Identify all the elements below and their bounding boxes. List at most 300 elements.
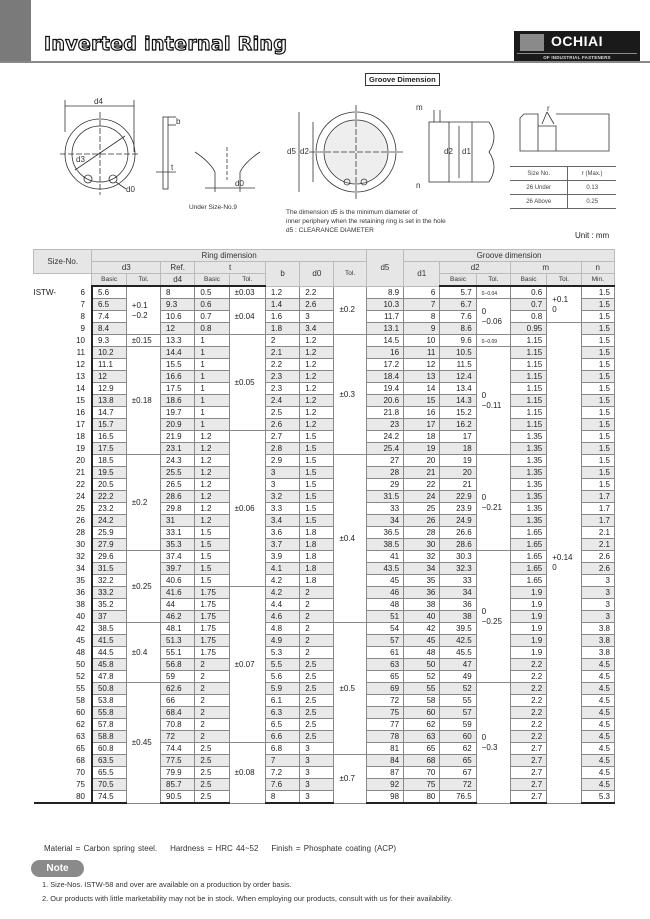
n-min: 4.5: [581, 671, 614, 683]
n-min: 3: [581, 611, 614, 623]
n-min: 3: [581, 599, 614, 611]
t-basic: 1.75: [195, 587, 229, 599]
b-value: 4.4: [265, 599, 299, 611]
d1-value: 21: [404, 467, 440, 479]
t-basic: 1.5: [195, 551, 229, 563]
t-tolerance: [229, 587, 265, 743]
t-basic: 2.5: [195, 743, 229, 755]
d4-ref: 26.5: [161, 479, 195, 491]
d2-basic: 28.6: [440, 539, 476, 551]
d4-ref: 40.6: [161, 575, 195, 587]
d2-basic: 6.7: [440, 299, 476, 311]
d5-value: 29: [366, 479, 403, 491]
size-no: 13: [76, 372, 85, 381]
b-value: 2.7: [265, 431, 299, 443]
d4-ref: 12: [161, 323, 195, 335]
b-value: 4.1: [265, 563, 299, 575]
d3-basic: 23.2: [92, 503, 126, 515]
t-tolerance: [229, 286, 265, 299]
d2-basic: 17: [440, 431, 476, 443]
d0-value: 3: [300, 755, 334, 767]
m-basic: 1.65: [510, 527, 546, 539]
m-basic: 2.2: [510, 683, 546, 695]
groove-dimension-label: Groove Dimension: [365, 73, 440, 86]
d5-value: 11.7: [366, 311, 403, 323]
d4-ref: 28.6: [161, 491, 195, 503]
d0-value: 2.5: [300, 707, 334, 719]
d2-basic: 39.5: [440, 623, 476, 635]
d1-value: 68: [404, 755, 440, 767]
t-basic: 0.7: [195, 311, 229, 323]
material-spec: Material = Carbon spring steel.: [44, 844, 158, 853]
col-size-blank: [34, 274, 92, 287]
d4-ref: 56.8: [161, 659, 195, 671]
tolerance-value: 0: [481, 290, 485, 297]
d2-basic: 34: [440, 587, 476, 599]
n-min: 1.7: [581, 503, 614, 515]
size-no: 40: [76, 612, 85, 621]
d0-value: 1.5: [300, 431, 334, 443]
d3-basic: 6.5: [92, 299, 126, 311]
d2-basic: 8.6: [440, 323, 476, 335]
d0-value: 1.5: [300, 455, 334, 467]
d0-value: 1.2: [300, 347, 334, 359]
b-value: 4.8: [265, 623, 299, 635]
d1-value: 14: [404, 383, 440, 395]
m-basic: 1.15: [510, 407, 546, 419]
size-prefix: [34, 611, 64, 623]
d4-ref: 74.4: [161, 743, 195, 755]
size-no: 55: [76, 684, 85, 693]
size-prefix: [34, 311, 64, 323]
m-tolerance: [547, 286, 581, 323]
m-basic: 1.35: [510, 479, 546, 491]
m-basic: 2.7: [510, 755, 546, 767]
d5-value: 69: [366, 683, 403, 695]
d3-basic: 38.5: [92, 623, 126, 635]
m-basic: 1.65: [510, 551, 546, 563]
d5-value: 57: [366, 635, 403, 647]
d3-tolerance: [126, 286, 160, 335]
size-prefix: [34, 575, 64, 587]
d2-basic: 9.6: [440, 335, 476, 347]
col-group-groove: Groove dimension: [404, 250, 615, 262]
t-basic: 2: [195, 659, 229, 671]
label-b: b: [176, 117, 181, 126]
tolerance-value: 0: [552, 562, 557, 572]
b-value: 2.3: [265, 371, 299, 383]
d2-basic: 76.5: [440, 791, 476, 804]
label-d5: d5: [287, 147, 296, 156]
d2-basic: 62: [440, 743, 476, 755]
d2-basic: 21: [440, 479, 476, 491]
n-min: 1.5: [581, 419, 614, 431]
b-value: 4.2: [265, 587, 299, 599]
size-no: 60: [76, 708, 85, 717]
d5-value: 43.5: [366, 563, 403, 575]
d0-value: 3: [300, 791, 334, 804]
d5-value: 33: [366, 503, 403, 515]
b-value: 7.2: [265, 767, 299, 779]
size-prefix: [34, 707, 64, 719]
n-min: 1.5: [581, 335, 614, 347]
d5-value: 31.5: [366, 491, 403, 503]
n-min: 5.3: [581, 791, 614, 804]
page-title: Inverted internal Ring: [44, 33, 288, 55]
d5-value: 14.5: [366, 335, 403, 347]
table-row: [34, 407, 615, 419]
size-no: 36: [76, 588, 85, 597]
d0-value: 1.8: [300, 563, 334, 575]
tolerance-value: ±0.18: [131, 395, 152, 405]
m-basic: 1.9: [510, 587, 546, 599]
tolerance-value: ±0.45: [131, 737, 152, 747]
tolerance-value: ±0.05: [234, 377, 255, 387]
d5-value: 65: [366, 671, 403, 683]
size-prefix: [34, 599, 64, 611]
d3-basic: 17.5: [92, 443, 126, 455]
t-basic: 1.75: [195, 623, 229, 635]
table-row: [34, 491, 615, 503]
d3-basic: 33.2: [92, 587, 126, 599]
d5-value: 75: [366, 707, 403, 719]
d0-tolerance: [334, 623, 366, 755]
b-value: 3.7: [265, 539, 299, 551]
table-row: [34, 779, 615, 791]
col-m-basic: Basic: [510, 274, 546, 287]
col-d5: d5: [366, 250, 403, 287]
b-value: 1.2: [265, 286, 299, 299]
table-row: [34, 335, 615, 347]
tolerance-value: −0.2: [131, 310, 148, 320]
b-value: 3.3: [265, 503, 299, 515]
d3-basic: 41.5: [92, 635, 126, 647]
table-row: [34, 791, 615, 804]
d2-basic: 65: [440, 755, 476, 767]
d2-basic: 52: [440, 683, 476, 695]
table-row: [34, 539, 615, 551]
d4-ref: 23.1: [161, 443, 195, 455]
d2-basic: 5.7: [440, 286, 476, 299]
r-table-cell: 26 Above: [510, 195, 568, 209]
n-min: 4.5: [581, 695, 614, 707]
d5-value: 23: [366, 419, 403, 431]
t-basic: 2: [195, 683, 229, 695]
d1-value: 7: [404, 299, 440, 311]
col-d4: d4: [161, 274, 195, 287]
d2-basic: 13.4: [440, 383, 476, 395]
d2-basic: 38: [440, 611, 476, 623]
d3-basic: 63.5: [92, 755, 126, 767]
tolerance-value: ±0.4: [339, 533, 355, 543]
size-no: 35: [76, 576, 85, 585]
d2-tolerance: [476, 286, 510, 299]
tolerance-value: −0.09: [484, 338, 498, 345]
n-min: 4.5: [581, 659, 614, 671]
d4-ref: 46.2: [161, 611, 195, 623]
t-basic: 2: [195, 671, 229, 683]
d3-basic: 25.9: [92, 527, 126, 539]
d0-value: 1.2: [300, 359, 334, 371]
size-no: 68: [76, 756, 85, 765]
table-row: [34, 755, 615, 767]
b-value: 7: [265, 755, 299, 767]
tolerance-value: ±0.7: [339, 773, 355, 783]
size-no: 52: [76, 672, 85, 681]
size-no: 25: [76, 504, 85, 513]
t-basic: 1.75: [195, 635, 229, 647]
n-min: 1.5: [581, 431, 614, 443]
m-basic: 2.2: [510, 671, 546, 683]
b-value: 6.8: [265, 743, 299, 755]
d3-tolerance: [126, 623, 160, 683]
d0-value: 3: [300, 743, 334, 755]
d4-ref: 14.4: [161, 347, 195, 359]
size-prefix: [34, 383, 64, 395]
n-min: 3: [581, 575, 614, 587]
d0-value: 3: [300, 779, 334, 791]
d0-value: 2.5: [300, 731, 334, 743]
d3-tolerance: [126, 347, 160, 455]
col-t-basic: Basic: [195, 274, 229, 287]
d5-value: 92: [366, 779, 403, 791]
size-prefix: [34, 299, 64, 311]
table-row: [34, 311, 615, 323]
d0-value: 2.5: [300, 671, 334, 683]
d1-value: 58: [404, 695, 440, 707]
tolerance-value: −0.25: [481, 616, 502, 626]
d1-value: 15: [404, 395, 440, 407]
d2-basic: 7.6: [440, 311, 476, 323]
d2-basic: 23.9: [440, 503, 476, 515]
r-table-cell: 0.25: [568, 195, 616, 209]
t-tolerance: [229, 431, 265, 587]
d0-value: 1.8: [300, 539, 334, 551]
n-min: 1.5: [581, 359, 614, 371]
d3-basic: 31.5: [92, 563, 126, 575]
d0-value: 2.5: [300, 659, 334, 671]
d2-basic: 33: [440, 575, 476, 587]
col-group-ring: Ring dimension: [92, 250, 366, 262]
size-prefix: [34, 431, 64, 443]
b-value: 4.9: [265, 635, 299, 647]
size-prefix: [34, 635, 64, 647]
d3-basic: 13.8: [92, 395, 126, 407]
size-no: 63: [76, 732, 85, 741]
size-prefix: [34, 527, 64, 539]
d1-value: 20: [404, 455, 440, 467]
d3-basic: 10.2: [92, 347, 126, 359]
label-d0-detail: d0: [235, 179, 244, 188]
d2-basic: 59: [440, 719, 476, 731]
size-prefix: [34, 671, 64, 683]
d5-value: 81: [366, 743, 403, 755]
d3-basic: 53.8: [92, 695, 126, 707]
tolerance-value: ±0.06: [234, 503, 255, 513]
t-basic: 1: [195, 335, 229, 347]
t-basic: 1.2: [195, 479, 229, 491]
b-value: 1.4: [265, 299, 299, 311]
b-value: 2.8: [265, 443, 299, 455]
table-row: [34, 707, 615, 719]
d4-ref: 44: [161, 599, 195, 611]
table-row: [34, 731, 615, 743]
d4-ref: 15.5: [161, 359, 195, 371]
n-min: 1.7: [581, 491, 614, 503]
col-d0: d0: [300, 262, 334, 287]
table-row: [34, 479, 615, 491]
d1-value: 70: [404, 767, 440, 779]
m-basic: 2.7: [510, 791, 546, 804]
r-table-header: Size No.: [510, 167, 568, 181]
table-row: [34, 467, 615, 479]
company-logo: [514, 31, 640, 61]
t-basic: 0.8: [195, 323, 229, 335]
n-min: 1.5: [581, 371, 614, 383]
size-no: 17: [76, 420, 85, 429]
size-prefix: [34, 551, 64, 563]
d5-value: 13.1: [366, 323, 403, 335]
d0-value: 2.5: [300, 683, 334, 695]
d3-basic: 20.5: [92, 479, 126, 491]
d0-value: 2: [300, 587, 334, 599]
b-value: 2.4: [265, 395, 299, 407]
d1-value: 18: [404, 431, 440, 443]
logo-name: OCHIAI: [551, 33, 603, 49]
d3-basic: 7.4: [92, 311, 126, 323]
d1-value: 48: [404, 647, 440, 659]
d5-value: 78: [366, 731, 403, 743]
radius-table: [510, 166, 616, 209]
size-prefix: [34, 563, 64, 575]
d5-value: 87: [366, 767, 403, 779]
n-min: 3.8: [581, 623, 614, 635]
d2-basic: 18: [440, 443, 476, 455]
b-value: 8: [265, 791, 299, 804]
n-min: 4.5: [581, 683, 614, 695]
d3-tolerance: [126, 335, 160, 347]
t-basic: 2: [195, 695, 229, 707]
table-row: [34, 299, 615, 311]
size-prefix: [34, 323, 64, 335]
d2-tolerance: [476, 347, 510, 455]
m-basic: 0.6: [510, 286, 546, 299]
table-row: [34, 383, 615, 395]
d3-basic: 47.8: [92, 671, 126, 683]
size-prefix: [34, 731, 64, 743]
n-min: 1.5: [581, 347, 614, 359]
d0-value: 2: [300, 647, 334, 659]
d2-tolerance: [476, 335, 510, 347]
m-basic: 1.15: [510, 359, 546, 371]
d0-value: 1.5: [300, 515, 334, 527]
d5-value: 28: [366, 467, 403, 479]
d3-basic: 12: [92, 371, 126, 383]
d4-ref: 18.6: [161, 395, 195, 407]
m-basic: 1.9: [510, 635, 546, 647]
d0-value: 1.2: [300, 335, 334, 347]
t-basic: 1.2: [195, 455, 229, 467]
n-min: 2.1: [581, 527, 614, 539]
col-d1: d1: [404, 262, 440, 287]
b-value: 3.9: [265, 551, 299, 563]
d1-value: 38: [404, 599, 440, 611]
d3-basic: 9.3: [92, 335, 126, 347]
table-row: [34, 575, 615, 587]
b-value: 2.5: [265, 407, 299, 419]
d2-basic: 10.5: [440, 347, 476, 359]
size-no: 34: [76, 564, 85, 573]
d1-value: 13: [404, 371, 440, 383]
d0-value: 1.5: [300, 491, 334, 503]
n-min: 1.5: [581, 311, 614, 323]
d3-basic: 50.8: [92, 683, 126, 695]
spec-line: [44, 844, 396, 853]
size-prefix: [34, 755, 64, 767]
t-basic: 1.5: [195, 539, 229, 551]
n-min: 4.5: [581, 743, 614, 755]
d0-value: 1.2: [300, 371, 334, 383]
tolerance-value: −0.06: [481, 316, 502, 326]
d4-ref: 37.4: [161, 551, 195, 563]
m-basic: 1.15: [510, 383, 546, 395]
b-value: 2.1: [265, 347, 299, 359]
size-no: 6: [80, 287, 85, 297]
d2-basic: 20: [440, 467, 476, 479]
tolerance-value: 0: [481, 306, 487, 316]
m-basic: 1.9: [510, 599, 546, 611]
table-row: [34, 647, 615, 659]
table-row: [34, 359, 615, 371]
b-value: 2.6: [265, 419, 299, 431]
table-row: [34, 659, 615, 671]
t-basic: 0.6: [195, 299, 229, 311]
d5-value: 36.5: [366, 527, 403, 539]
d5-value: 98: [366, 791, 403, 804]
d5-value: 84: [366, 755, 403, 767]
d2-tolerance: [476, 683, 510, 804]
table-row: [34, 419, 615, 431]
d2-basic: 14.3: [440, 395, 476, 407]
b-value: 2: [265, 335, 299, 347]
label-d1: d1: [462, 147, 471, 156]
table-row: [34, 743, 615, 755]
size-prefix: [34, 455, 64, 467]
size-no: 45: [76, 636, 85, 645]
ring-diagram: [30, 92, 280, 202]
t-tolerance: [229, 743, 265, 804]
t-basic: 1.75: [195, 599, 229, 611]
d1-value: 22: [404, 479, 440, 491]
d1-value: 50: [404, 659, 440, 671]
size-prefix: ISTW-: [33, 287, 57, 297]
d3-basic: 65.5: [92, 767, 126, 779]
r-table-cell: 26 Under: [510, 181, 568, 195]
n-min: 2.6: [581, 563, 614, 575]
unit-label: Unit : mm: [575, 231, 610, 240]
size-prefix: [34, 743, 64, 755]
col-d2-basic: Basic: [440, 274, 476, 287]
n-min: 4.5: [581, 755, 614, 767]
d3-basic: 44.5: [92, 647, 126, 659]
t-basic: 1.2: [195, 503, 229, 515]
d3-tolerance: [126, 551, 160, 623]
m-basic: 1.35: [510, 491, 546, 503]
size-prefix: [34, 539, 64, 551]
tolerance-value: ±0.2: [339, 305, 355, 315]
n-min: 1.5: [581, 299, 614, 311]
b-value: 6.6: [265, 731, 299, 743]
